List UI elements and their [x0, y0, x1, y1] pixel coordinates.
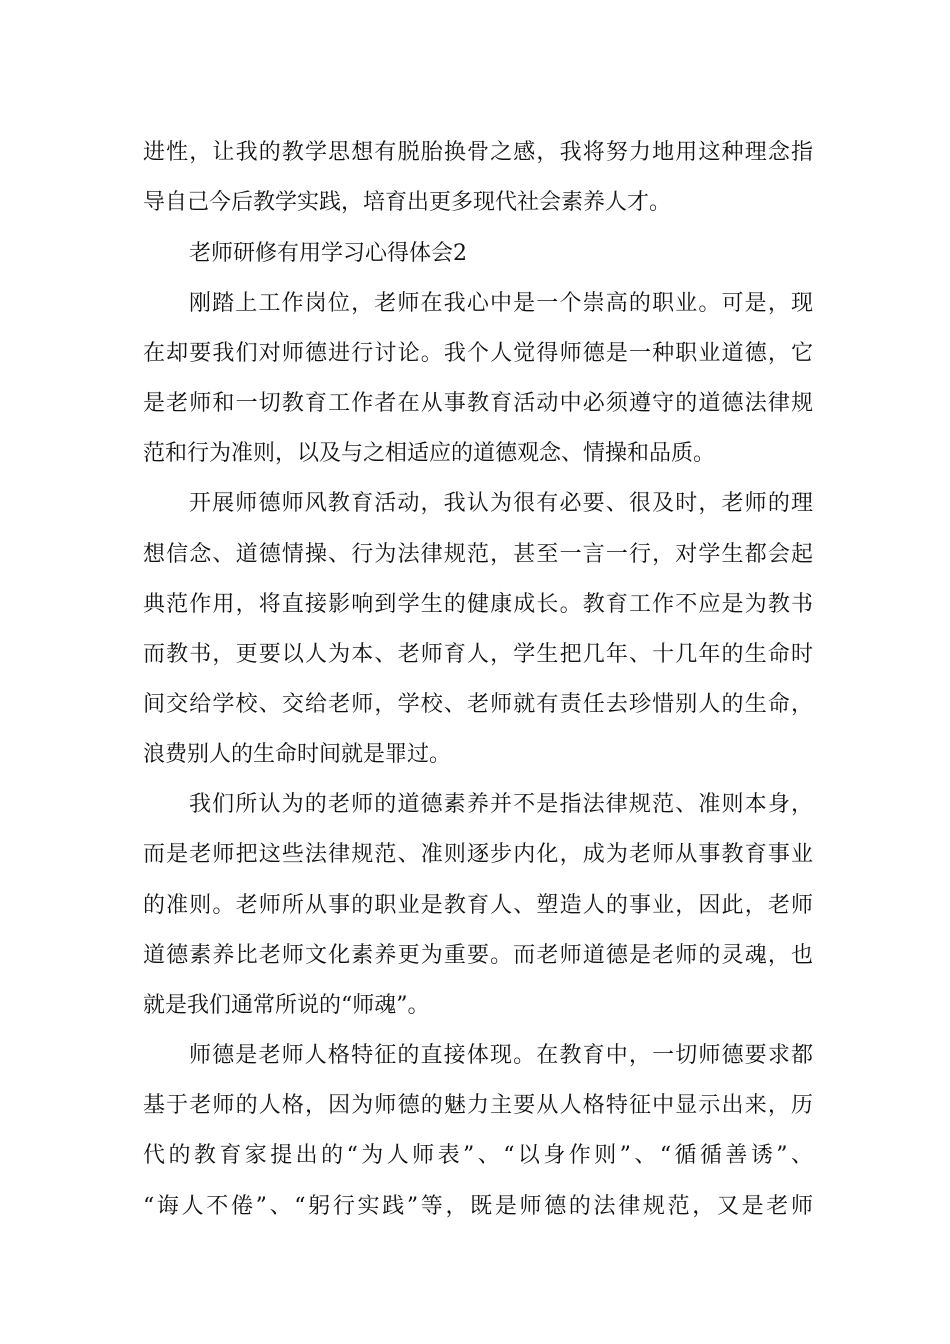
text-line: 想信念、道德情操、行为法律规范，甚至一言一行，对学生都会起 — [143, 542, 813, 567]
text-line: 典范作用，将直接影响到学生的健康成长。教育工作不应是为教书 — [143, 592, 813, 617]
text-line: 在却要我们对师德进行讨论。我个人觉得师德是一种职业道德，它 — [143, 341, 813, 366]
text-line: 的准则。老师所从事的职业是教育人、塑造人的事业，因此，老师 — [143, 893, 813, 918]
text-line: 就是我们通常所说的“师魂”。 — [143, 993, 430, 1018]
text-line: 而是老师把这些法律规范、准则逐步内化，成为老师从事教育事业 — [143, 842, 813, 867]
text-line: “诲人不倦”、“躬行实践”等，既是师德的法律规范，又是老师 — [143, 1194, 813, 1219]
section-title: 老师研修有用学习心得体会2 — [189, 241, 467, 266]
text-line: 间交给学校、交给老师，学校、老师就有责任去珍惜别人的生命， — [143, 692, 813, 717]
text-line: 浪费别人的生命时间就是罪过。 — [143, 742, 452, 767]
text-line: 我们所认为的老师的道德素养并不是指法律规范、准则本身， — [189, 792, 813, 817]
text-line: 导自己今后教学实践，培育出更多现代社会素养人才。 — [143, 190, 672, 215]
text-line: 而教书，更要以人为本、老师育人，学生把几年、十几年的生命时 — [143, 642, 813, 667]
text-line: 道德素养比老师文化素养更为重要。而老师道德是老师的灵魂，也 — [143, 943, 813, 968]
text-line: 刚踏上工作岗位，老师在我心中是一个崇高的职业。可是，现 — [189, 291, 813, 316]
text-line: 开展师德师风教育活动，我认为很有必要、很及时，老师的理 — [189, 491, 813, 516]
text-line: 师德是老师人格特征的直接体现。在教育中，一切师德要求都 — [189, 1043, 813, 1068]
text-line: 代的教育家提出的“为人师表”、“以身作则”、“循循善诱”、 — [143, 1143, 813, 1168]
text-line: 基于老师的人格，因为师德的魅力主要从人格特征中显示出来，历 — [143, 1093, 813, 1118]
text-line: 进性，让我的教学思想有脱胎换骨之感，我将努力地用这种理念指 — [143, 140, 813, 165]
text-line: 范和行为准则，以及与之相适应的道德观念、情操和品质。 — [143, 441, 716, 466]
text-line: 是老师和一切教育工作者在从事教育活动中必须遵守的道德法律规 — [143, 391, 813, 416]
